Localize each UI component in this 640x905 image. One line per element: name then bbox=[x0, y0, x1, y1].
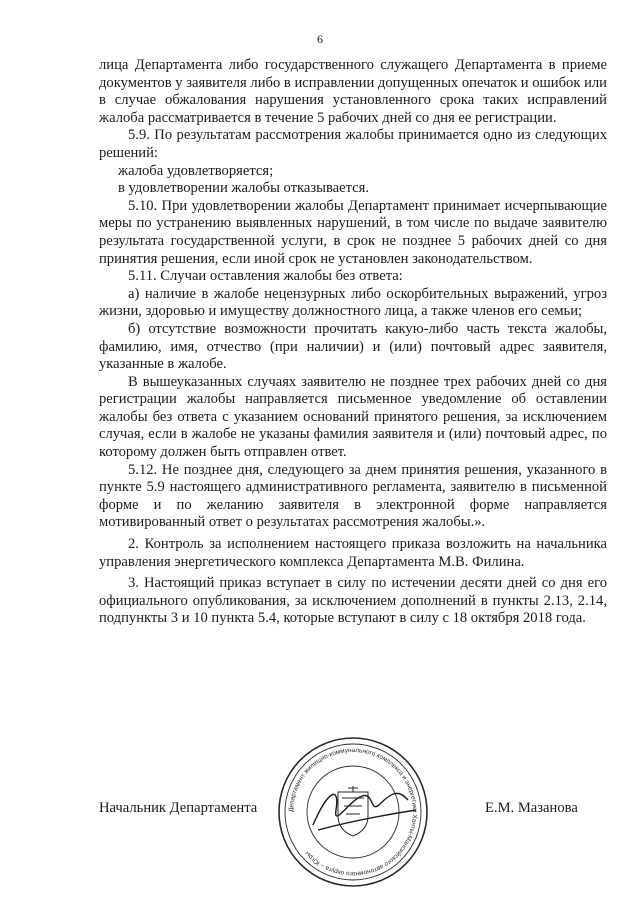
page-number: 6 bbox=[317, 32, 323, 46]
signatory-name: Е.М. Мазанова bbox=[485, 800, 578, 816]
seal-text: Департамент жилищно-коммунального комплекса и энергетики Ханты-Мансийского автономного округа – Югры bbox=[287, 746, 419, 878]
signatory-position: Начальник Департамента bbox=[99, 800, 258, 816]
paragraph-continuation: лица Департамента либо государственного служащего Департамента в приеме документов у заявителя либо в исправлении допущенных опечаток и ошибок или в случае обжалования нарушения установленного срока таких исправлений жалоба рассматривается в течение 5 рабочих дней со дня ее регистрации. bbox=[99, 57, 607, 126]
paragraph-notice: В вышеуказанных случаях заявителю не позднее трех рабочих дней со дня регистрации жалобы направляется письменное уведомление об оставлении жалобы без ответа с указанием оснований принятого решения, за исключением случая, если в жалобе не указаны фамилия заявителя и (или) почтовый адрес, по которому должен быть отправлен ответ. bbox=[99, 373, 607, 461]
paragraph-5-9: 5.9. По результатам рассмотрения жалобы принимается одно из следующих решений: bbox=[99, 127, 607, 161]
official-seal bbox=[258, 730, 448, 895]
paragraph-5-12: 5.12. Не позднее дня, следующего за днем принятия решения, указанного в пункте 5.9 настоящего административного регламента, заявителю в письменной форме и по желанию заявителя в электронной форме направляется мотивированный ответ о результатах рассмотрения жалобы.». bbox=[99, 461, 607, 531]
paragraph-5-10: 5.10. При удовлетворении жалобы Департамент принимает исчерпывающие меры по устранению выявленных нарушений, в том числе по выдаче заявителю результата государственной услуги, в срок не позднее 5 рабочих дней со дня принятия решения, если иной срок не установлен законодательством. bbox=[99, 197, 607, 267]
decision-option-1: жалоба удовлетворяется; bbox=[118, 162, 274, 179]
seal-emblem bbox=[338, 786, 368, 836]
paragraph-5-11: 5.11. Случаи оставления жалобы без ответа: bbox=[128, 268, 403, 285]
paragraph-2: 2. Контроль за исполнением настоящего приказа возложить на начальника управления энергетического комплекса Департамента М.В. Филина. bbox=[99, 536, 607, 570]
paragraph-3: 3. Настоящий приказ вступает в силу по истечении десяти дней со дня его официального опубликования, за исключением дополнений в пункты 2.13, 2.14, подпункты 3 и 10 пункта 5.4, которые вступают в силу с 18 октября 2018 года. bbox=[99, 575, 607, 627]
paragraph-5-11-a: а) наличие в жалобе нецензурных либо оскорбительных выражений, угроз жизни, здоровью и имуществу должностного лица, а также членов его семьи; bbox=[99, 285, 607, 320]
decision-option-2: в удовлетворении жалобы отказывается. bbox=[118, 180, 370, 197]
paragraph-5-11-b: б) отсутствие возможности прочитать какую-либо часть текста жалобы, фамилию, имя, отчество (при наличии) и (или) почтовый адрес заявителя, указанные в жалобе. bbox=[99, 320, 607, 373]
document-body bbox=[99, 57, 607, 628]
handwritten-signature bbox=[313, 793, 416, 830]
